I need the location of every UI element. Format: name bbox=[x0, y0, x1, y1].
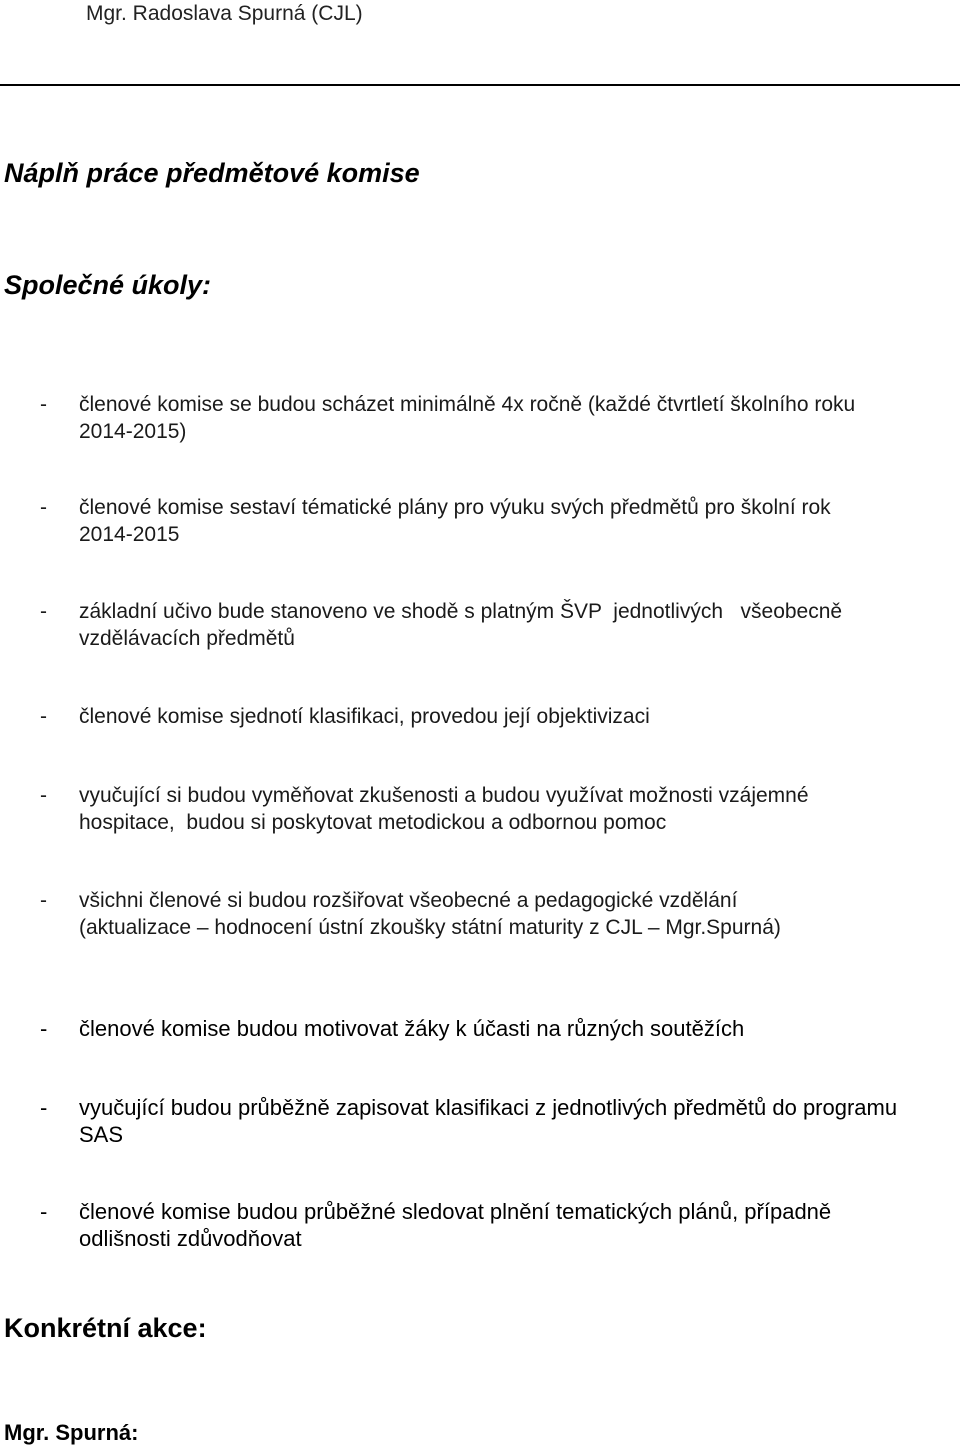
section-heading-concrete-actions: Konkrétní akce: bbox=[4, 1313, 207, 1343]
list-item-text bbox=[79, 1094, 939, 1148]
list-item-dash: - bbox=[40, 496, 47, 519]
list-item-line: členové komise sestaví tématické plány pro výuku svých předmětů pro školní rok bbox=[79, 496, 831, 519]
list-item-dash: - bbox=[40, 705, 47, 728]
list-item-line: členové komise se budou scházet minimálně 4x ročně (každé čtvrtletí školního roku bbox=[79, 393, 856, 416]
list-item-dash: - bbox=[40, 1016, 48, 1041]
list-item-line: SAS bbox=[79, 1122, 124, 1147]
section-heading-common-tasks: Společné úkoly: bbox=[4, 270, 212, 300]
list-item-line: vzdělávacích předmětů bbox=[79, 627, 295, 650]
list-item-line: (aktualizace – hodnocení ústní zkoušky státní maturity z CJL – Mgr.Spurná) bbox=[79, 916, 781, 939]
list-item-line: všichni členové si budou rozšiřovat všeobecné a pedagogické vzdělání bbox=[79, 889, 738, 912]
list-item-line: vyučující budou průběžně zapisovat klasifikaci z jednotlivých předmětů do programu bbox=[79, 1095, 898, 1120]
list-item-text bbox=[79, 598, 939, 652]
list-item-text bbox=[79, 703, 939, 730]
list-item-text bbox=[79, 494, 939, 548]
list-item-text bbox=[79, 391, 939, 445]
sub-heading-person: Mgr. Spurná: bbox=[4, 1420, 139, 1445]
list-item-dash: - bbox=[40, 784, 47, 807]
list-item-line: 2014-2015 bbox=[79, 523, 180, 546]
page-title: Náplň práce předmětové komise bbox=[4, 158, 420, 188]
list-item-line: vyučující si budou vyměňovat zkušenosti a budou využívat možnosti vzájemné bbox=[79, 784, 809, 807]
list-item-text bbox=[79, 887, 939, 941]
list-item-dash: - bbox=[40, 600, 47, 623]
page-header-author: Mgr. Radoslava Spurná (CJL) bbox=[86, 2, 363, 25]
header-divider bbox=[0, 84, 960, 86]
list-item-line: hospitace, budou si poskytovat metodickou a odbornou pomoc bbox=[79, 811, 667, 834]
list-item-text bbox=[79, 1198, 939, 1252]
list-item-line: odlišnosti zdůvodňovat bbox=[79, 1226, 302, 1251]
list-item-dash: - bbox=[40, 1095, 48, 1120]
list-item-line: členové komise sjednotí klasifikaci, provedou její objektivizaci bbox=[79, 705, 650, 728]
list-item-dash: - bbox=[40, 393, 47, 416]
list-item-text bbox=[79, 1015, 939, 1042]
list-item-dash: - bbox=[40, 1199, 48, 1224]
list-item-line: členové komise budou motivovat žáky k účasti na různých soutěžích bbox=[79, 1016, 745, 1041]
list-item-line: členové komise budou průběžné sledovat plnění tematických plánů, případně bbox=[79, 1199, 832, 1224]
list-item-dash: - bbox=[40, 889, 47, 912]
list-item-text bbox=[79, 782, 939, 836]
list-item-line: základní učivo bude stanoveno ve shodě s platným ŠVP jednotlivých všeobecně bbox=[79, 600, 843, 623]
list-item-line: 2014-2015) bbox=[79, 420, 187, 443]
